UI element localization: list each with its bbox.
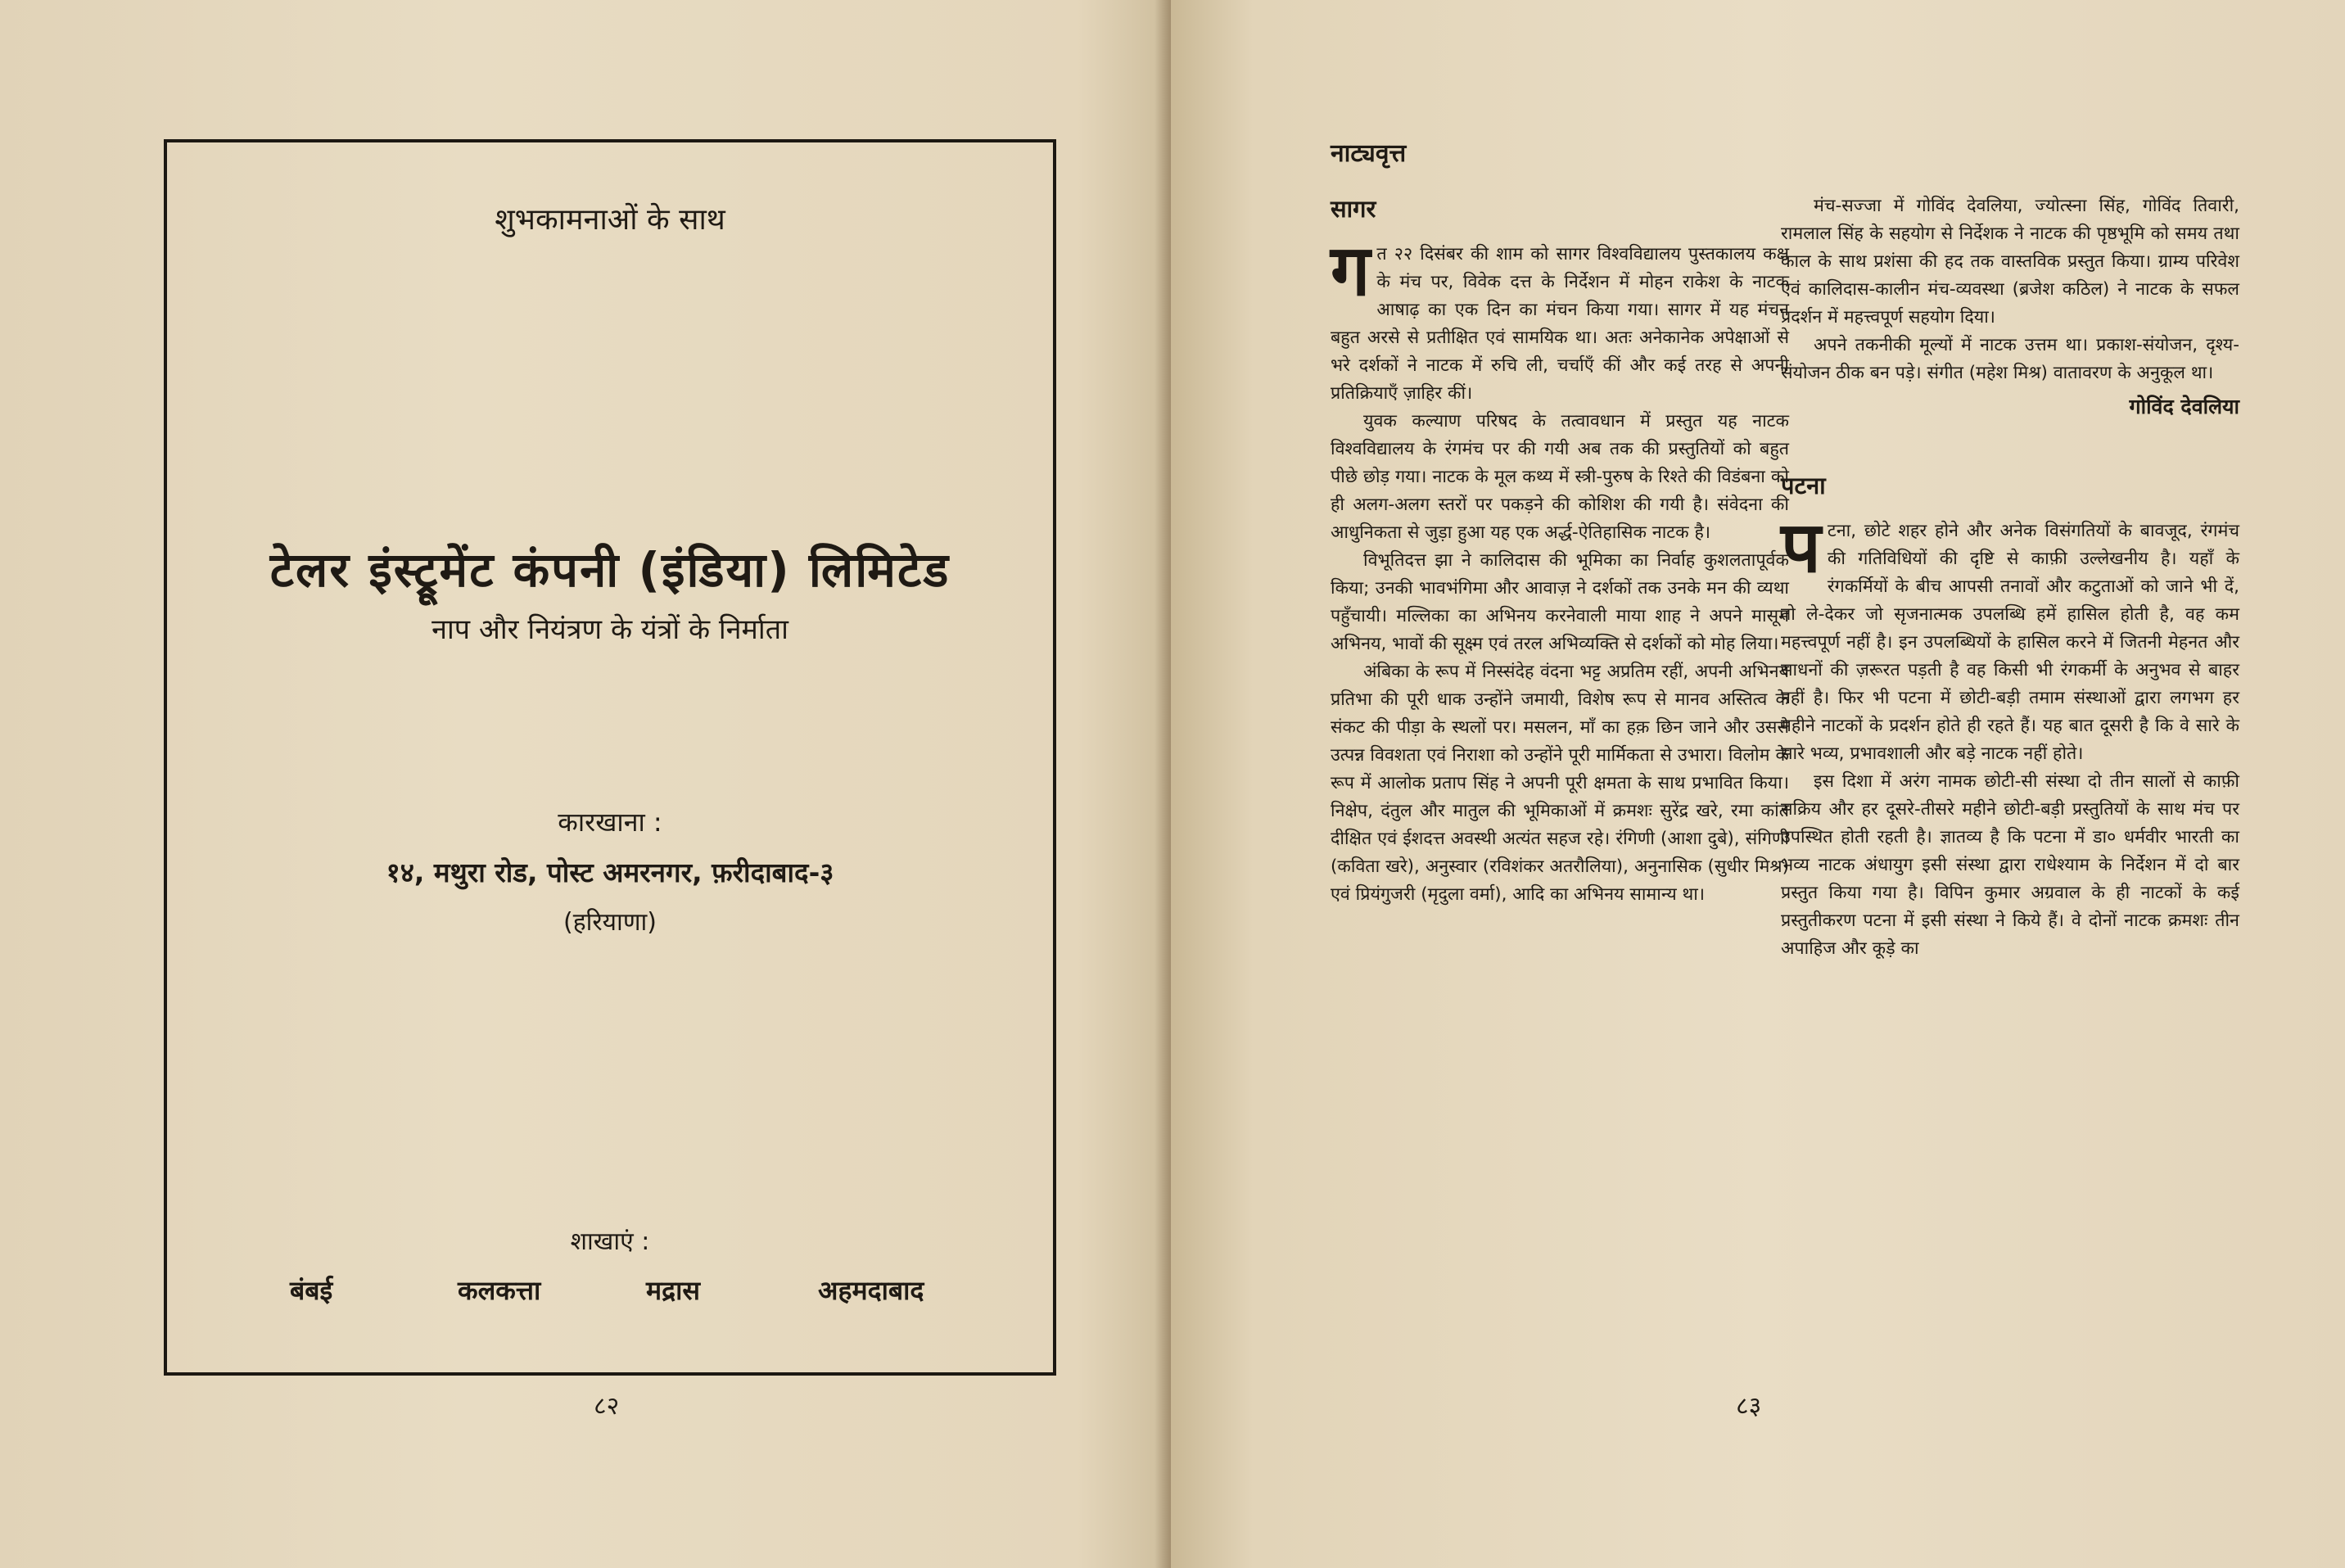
ad-branch-ahmedabad: अहमदाबाद [818,1275,924,1306]
ad-factory-state: (हरियाणा) [563,908,657,937]
paragraph: युवक कल्याण परिषद के तत्वावधान में प्रस्तुत यह नाटक विश्वविद्यालय के रंगमंच पर की गयी अब तक की प्रस्तुतियों को बहुत पीछे छोड़ गया। नाटक के मूल कथ्य में स्त्री-पुरुष के रिश्ते की विडंबना को ही अलग-अलग स्तरों पर पकड़ने की कोशिश की गयी है। संवेदना की आधुनिकता से जुड़ा हुआ यह एक अर्द्ध-ऐतिहासिक नाटक है। [1331,411,1789,543]
ad-branches-label: शाखाएं : [570,1227,650,1256]
advertisement-box [164,139,1056,1376]
paragraph: इस दिशा में अरंग नामक छोटी-सी संस्था दो तीन सालों से काफ़ी सक्रिय और हर दूसरे-तीसरे महीने छोटी-बड़ी प्रस्तुतियों के साथ मंच पर उपस्थित होती रहती है। ज्ञातव्य है कि पटना में डा० धर्मवीर भारती का भव्य नाटक अंधायुग इसी संस्था द्वारा राधेश्याम के निर्देशन में दो बार प्रस्तुत किया गया है। विपिन कुमार अग्रवाल के ही नाटकों के कई प्रस्तुतीकरण पटना में इसी संस्था ने किये हैं। वे दोनों नाटक क्रमशः तीन अपाहिज और कूड़े का [1781,771,2239,959]
ad-tagline: नाप और नियंत्रण के यंत्रों के निर्माता [431,613,788,646]
ad-branch-bombay: बंबई [290,1275,333,1306]
running-head: नाट्यवृत्त [1331,139,1407,168]
paragraph [1781,507,2239,768]
ad-greeting: शुभकामनाओं के साथ [495,203,725,237]
ad-branch-madras: मद्रास [646,1275,701,1306]
left-page [0,0,1171,1568]
paragraph: विभूतिदत्त झा ने कालिदास की भूमिका का निर्वाह कुशलतापूर्वक किया; उनकी भावभंगिमा और आवाज़ ने दर्शकों तक उनके मन की व्यथा पहुँचायी। मल्लिका का अभिनय करनेवाली माया शाह ने अपने मासूम अभिनय, भावों की सूक्ष्म एवं तरल अभिव्यक्ति से दर्शकों को मोह लिया। [1331,550,1789,654]
right-page [1171,0,2345,1568]
article-column-1 [1331,192,1789,909]
ad-factory-address: १४, मथुरा रोड, पोस्ट अमरनगर, फ़रीदाबाद-३ [386,856,834,888]
paragraph: अपने तकनीकी मूल्यों में नाटक उत्तम था। प्रकाश-संयोजन, दृश्य-संयोजन ठीक बन पड़े। संगीत (महेश मिश्र) वातावरण के अनुकूल था। [1781,335,2239,383]
ad-company-name: टेलर इंस्ट्रूमेंट कंपनी (इंडिया) लिमिटेड [269,542,951,598]
paragraph-text: त २२ दिसंबर की शाम को सागर विश्वविद्यालय पुस्तकालय कक्ष के मंच पर, विवेक दत्त के निर्देशन में मोहन राकेश के नाटक आषाढ़ का एक दिन का मंचन किया गया। सागर में यह मंचन बहुत अरसे से प्रतीक्षित एवं सामयिक था। अतः अनेकानेक अपेक्षाओं से भरे दर्शकों ने नाटक में रुचि ली, चर्चाएँ कीं और कई तरह से अपनी प्रतिक्रियाएँ ज़ाहिर कीं। [1331,244,1789,404]
paragraph: मंच-सज्जा में गोविंद देवलिया, ज्योत्स्ना सिंह, गोविंद तिवारी, रामलाल सिंह के सहयोग से निर्देशक ने नाटक की पृष्ठभूमि को समय तथा काल के साथ प्रशंसा की हद तक वास्तविक प्रस्तुत किया। ग्राम्य परिवेश एवं कालिदास-कालीन मंच-व्यवस्था (ब्रजेश कठिल) ने नाटक के सफल प्रदर्शन में महत्त्वपूर्ण सहयोग दिया। [1781,196,2239,328]
section-heading-sagar: सागर [1331,195,1376,223]
paragraph [1331,230,1789,408]
section-heading-patna: पटना [1781,472,1826,499]
dropcap: ग [1331,230,1371,312]
author-signature: गोविंद देवलिया [2129,395,2239,418]
right-page-number: ८३ [1736,1392,1762,1421]
article-column-2 [1781,192,2239,963]
paragraph: अंबिका के रूप में निस्संदेह वंदना भट्ट अप्रतिम रहीं, अपनी अभिनय प्रतिभा की पूरी धाक उन्होंने जमायी, विशेष रूप से मानव अस्तित्व के संकट की पीड़ा के स्थलों पर। मसलन, माँ का हक़ छिन जाने और उससे उत्पन्न विवशता एवं निराशा को उन्होंने पूरी मार्मिकता से उभारा। विलोम के रूप में आलोक प्रताप सिंह ने अपनी पूरी क्षमता के साथ प्रभावित किया। निक्षेप, दंतुल और मातुल की भूमिकाओं में क्रमशः सुरेंद्र खरे, रमा कांत दीक्षित एवं ईशदत्त अवस्थी अत्यंत सहज रहे। रंगिणी (आशा दुबे), संगिणी (कविता खरे), अनुस्वार (रविशंकर अतरौलिया), अनुनासिक (सुधीर मिश्र) एवं प्रियंगुजरी (मृदुला वर्मा), आदि का अभिनय सामान्य था। [1331,662,1789,905]
left-page-number: ८२ [594,1392,620,1421]
paragraph-text: टना, छोटे शहर होने और अनेक विसंगतियों के बावजूद, रंगमंच की गतिविधियों की दृष्टि से काफ़ी उल्लेखनीय है। यहाँ के रंगकर्मियों के बीच आपसी तनावों और कटुताओं को जाने भी दें, तो ले-देकर जो सृजनात्मक उपलब्धि हमें हासिल होती है, वह कम महत्त्वपूर्ण नहीं है। इन उपलब्धियों के हासिल करने में जितनी मेहनत और साधनों की ज़रूरत पड़ती है वह किसी भी रंगकर्मी के अनुभव से बाहर नहीं है। फिर भी पटना में छोटी-बड़ी तमाम संस्थाओं द्वारा लगभग हर महीने नाटकों के प्रदर्शन होते ही रहते हैं। यह बात दूसरी है कि वे सारे के सारे भव्य, प्रभावशाली और बड़े नाटक नहीं होते। [1781,521,2239,764]
ad-factory-label: कारखाना : [558,807,662,838]
dropcap: प [1781,507,1821,589]
ad-branch-calcutta: कलकत्ता [458,1275,541,1306]
